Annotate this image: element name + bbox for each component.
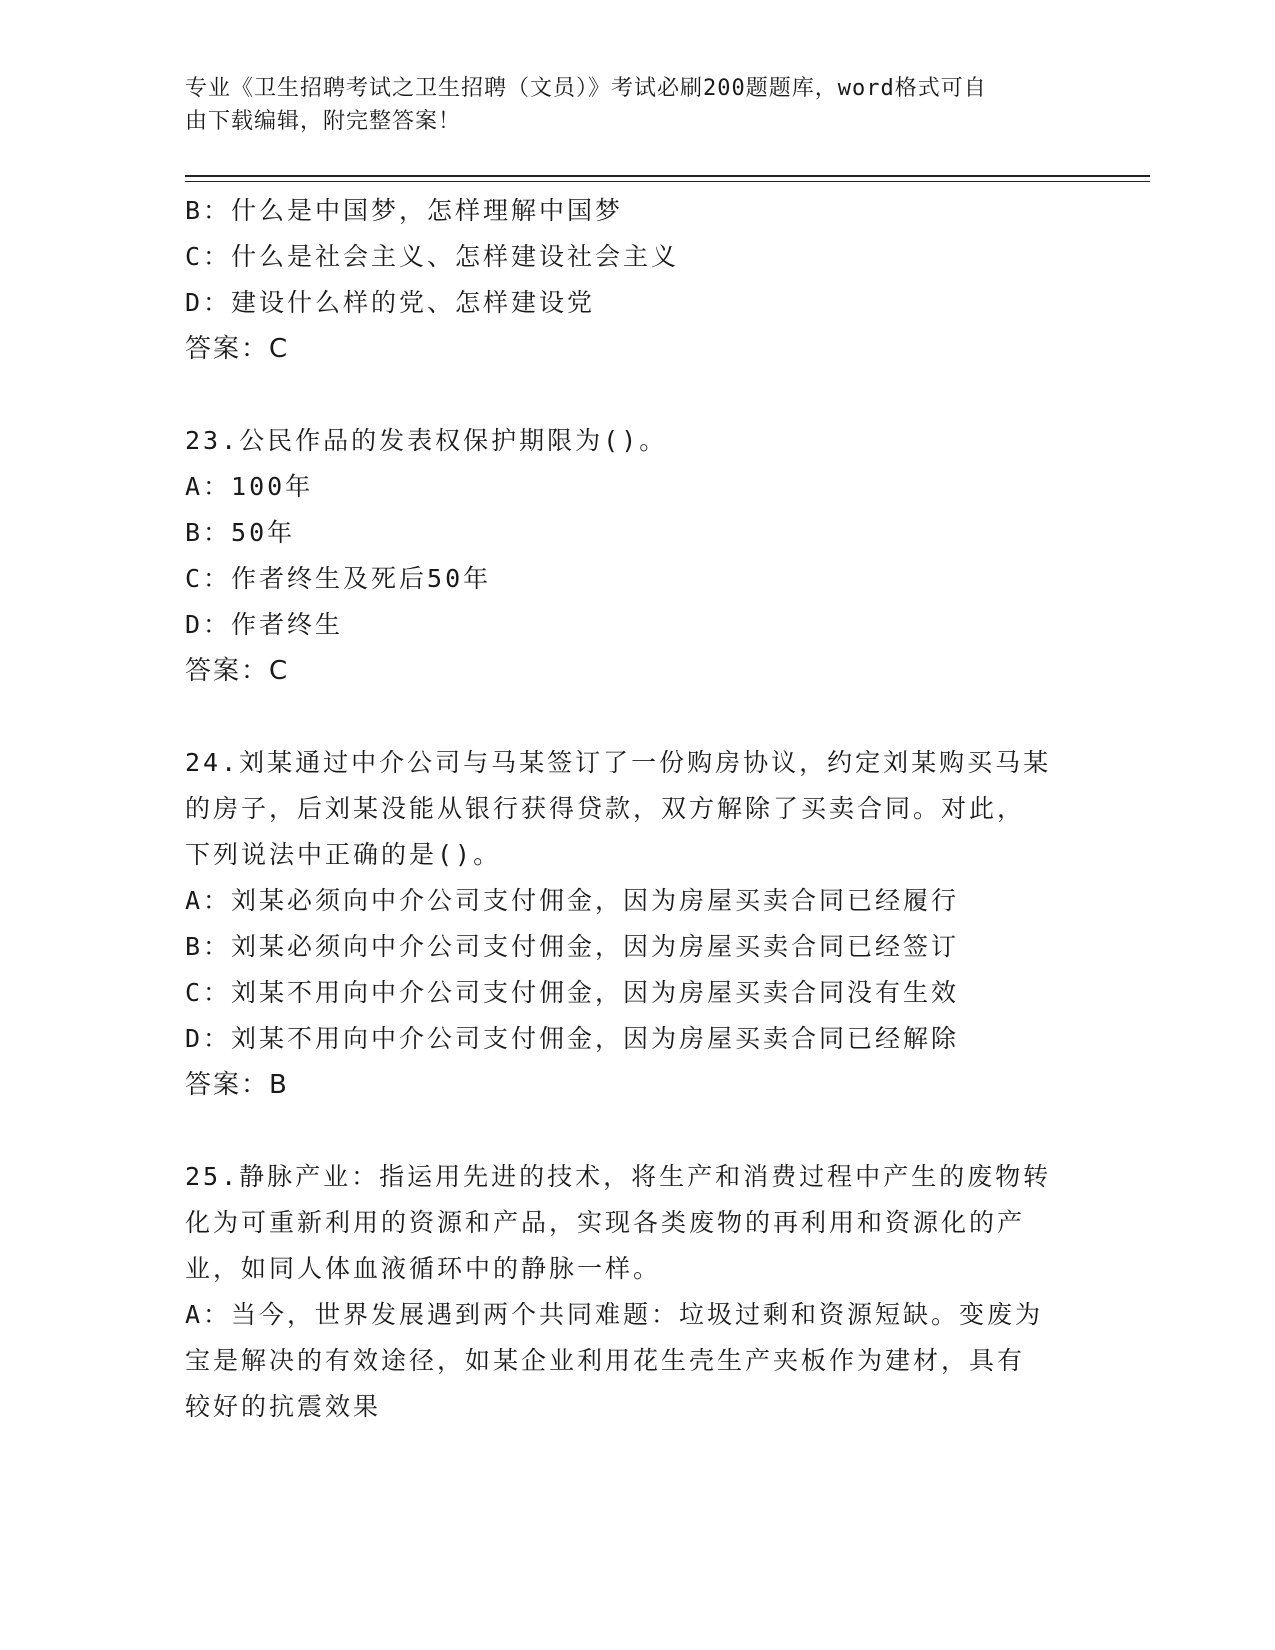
question-stem: 23.公民作品的发表权保护期限为()。 bbox=[185, 426, 668, 455]
option-b: B：刘某必须向中介公司支付佣金，因为房屋买卖合同已经签订 bbox=[185, 932, 960, 961]
header-divider-thick bbox=[185, 175, 1150, 177]
header-line-1: 专业《卫生招聘考试之卫生招聘（文员）》考试必刷200题题库，word格式可自 bbox=[185, 76, 987, 101]
question-stem-line-2: 的房子，后刘某没能从银行获得贷款，双方解除了买卖合同。对此， bbox=[185, 794, 1026, 823]
option-c: C：作者终生及死后50年 bbox=[185, 564, 492, 593]
question-23 bbox=[185, 418, 1085, 694]
question-stem-line-1: 25.静脉产业：指运用先进的技术，将生产和消费过程中产生的废物转 bbox=[185, 1162, 1052, 1191]
question-stem-line-3: 业，如同人体血液循环中的静脉一样。 bbox=[185, 1254, 662, 1283]
question-stem-line-2: 化为可重新利用的资源和产品，实现各类废物的再利用和资源化的产 bbox=[185, 1208, 1026, 1237]
option-c: C：什么是社会主义、怎样建设社会主义 bbox=[185, 242, 680, 271]
question-content bbox=[185, 188, 1085, 1430]
spacer bbox=[185, 1108, 1085, 1154]
question-stem-line-1: 24.刘某通过中介公司与马某签订了一份购房协议，约定刘某购买马某 bbox=[185, 748, 1052, 777]
spacer bbox=[185, 372, 1085, 418]
option-a-line-3: 较好的抗震效果 bbox=[185, 1392, 382, 1421]
option-b: B：什么是中国梦，怎样理解中国梦 bbox=[185, 196, 624, 225]
question-24 bbox=[185, 740, 1085, 1108]
question-stem-line-3: 下列说法中正确的是()。 bbox=[185, 840, 502, 869]
question-25 bbox=[185, 1154, 1085, 1430]
answer: 答案：C bbox=[185, 656, 290, 686]
answer: 答案：B bbox=[185, 1070, 289, 1100]
option-d: D：建设什么样的党、怎样建设党 bbox=[185, 288, 596, 317]
question-22 bbox=[185, 188, 1085, 372]
header-line-2: 由下载编辑，附完整答案！ bbox=[185, 109, 462, 134]
option-b: B：50年 bbox=[185, 518, 296, 547]
spacer bbox=[185, 694, 1085, 740]
option-c: C：刘某不用向中介公司支付佣金，因为房屋买卖合同没有生效 bbox=[185, 978, 960, 1007]
option-a-line-1: A：当今，世界发展遇到两个共同难题：垃圾过剩和资源短缺。变废为 bbox=[185, 1300, 1044, 1329]
document-header bbox=[185, 72, 1085, 138]
option-a: A：刘某必须向中介公司支付佣金，因为房屋买卖合同已经履行 bbox=[185, 886, 960, 915]
option-d: D：作者终生 bbox=[185, 610, 344, 639]
option-a-line-2: 宝是解决的有效途径，如某企业利用花生壳生产夹板作为建材，具有 bbox=[185, 1346, 1026, 1375]
option-a: A：100年 bbox=[185, 472, 314, 501]
answer: 答案：C bbox=[185, 334, 290, 364]
header-divider-thin bbox=[185, 181, 1150, 182]
option-d: D：刘某不用向中介公司支付佣金，因为房屋买卖合同已经解除 bbox=[185, 1024, 960, 1053]
